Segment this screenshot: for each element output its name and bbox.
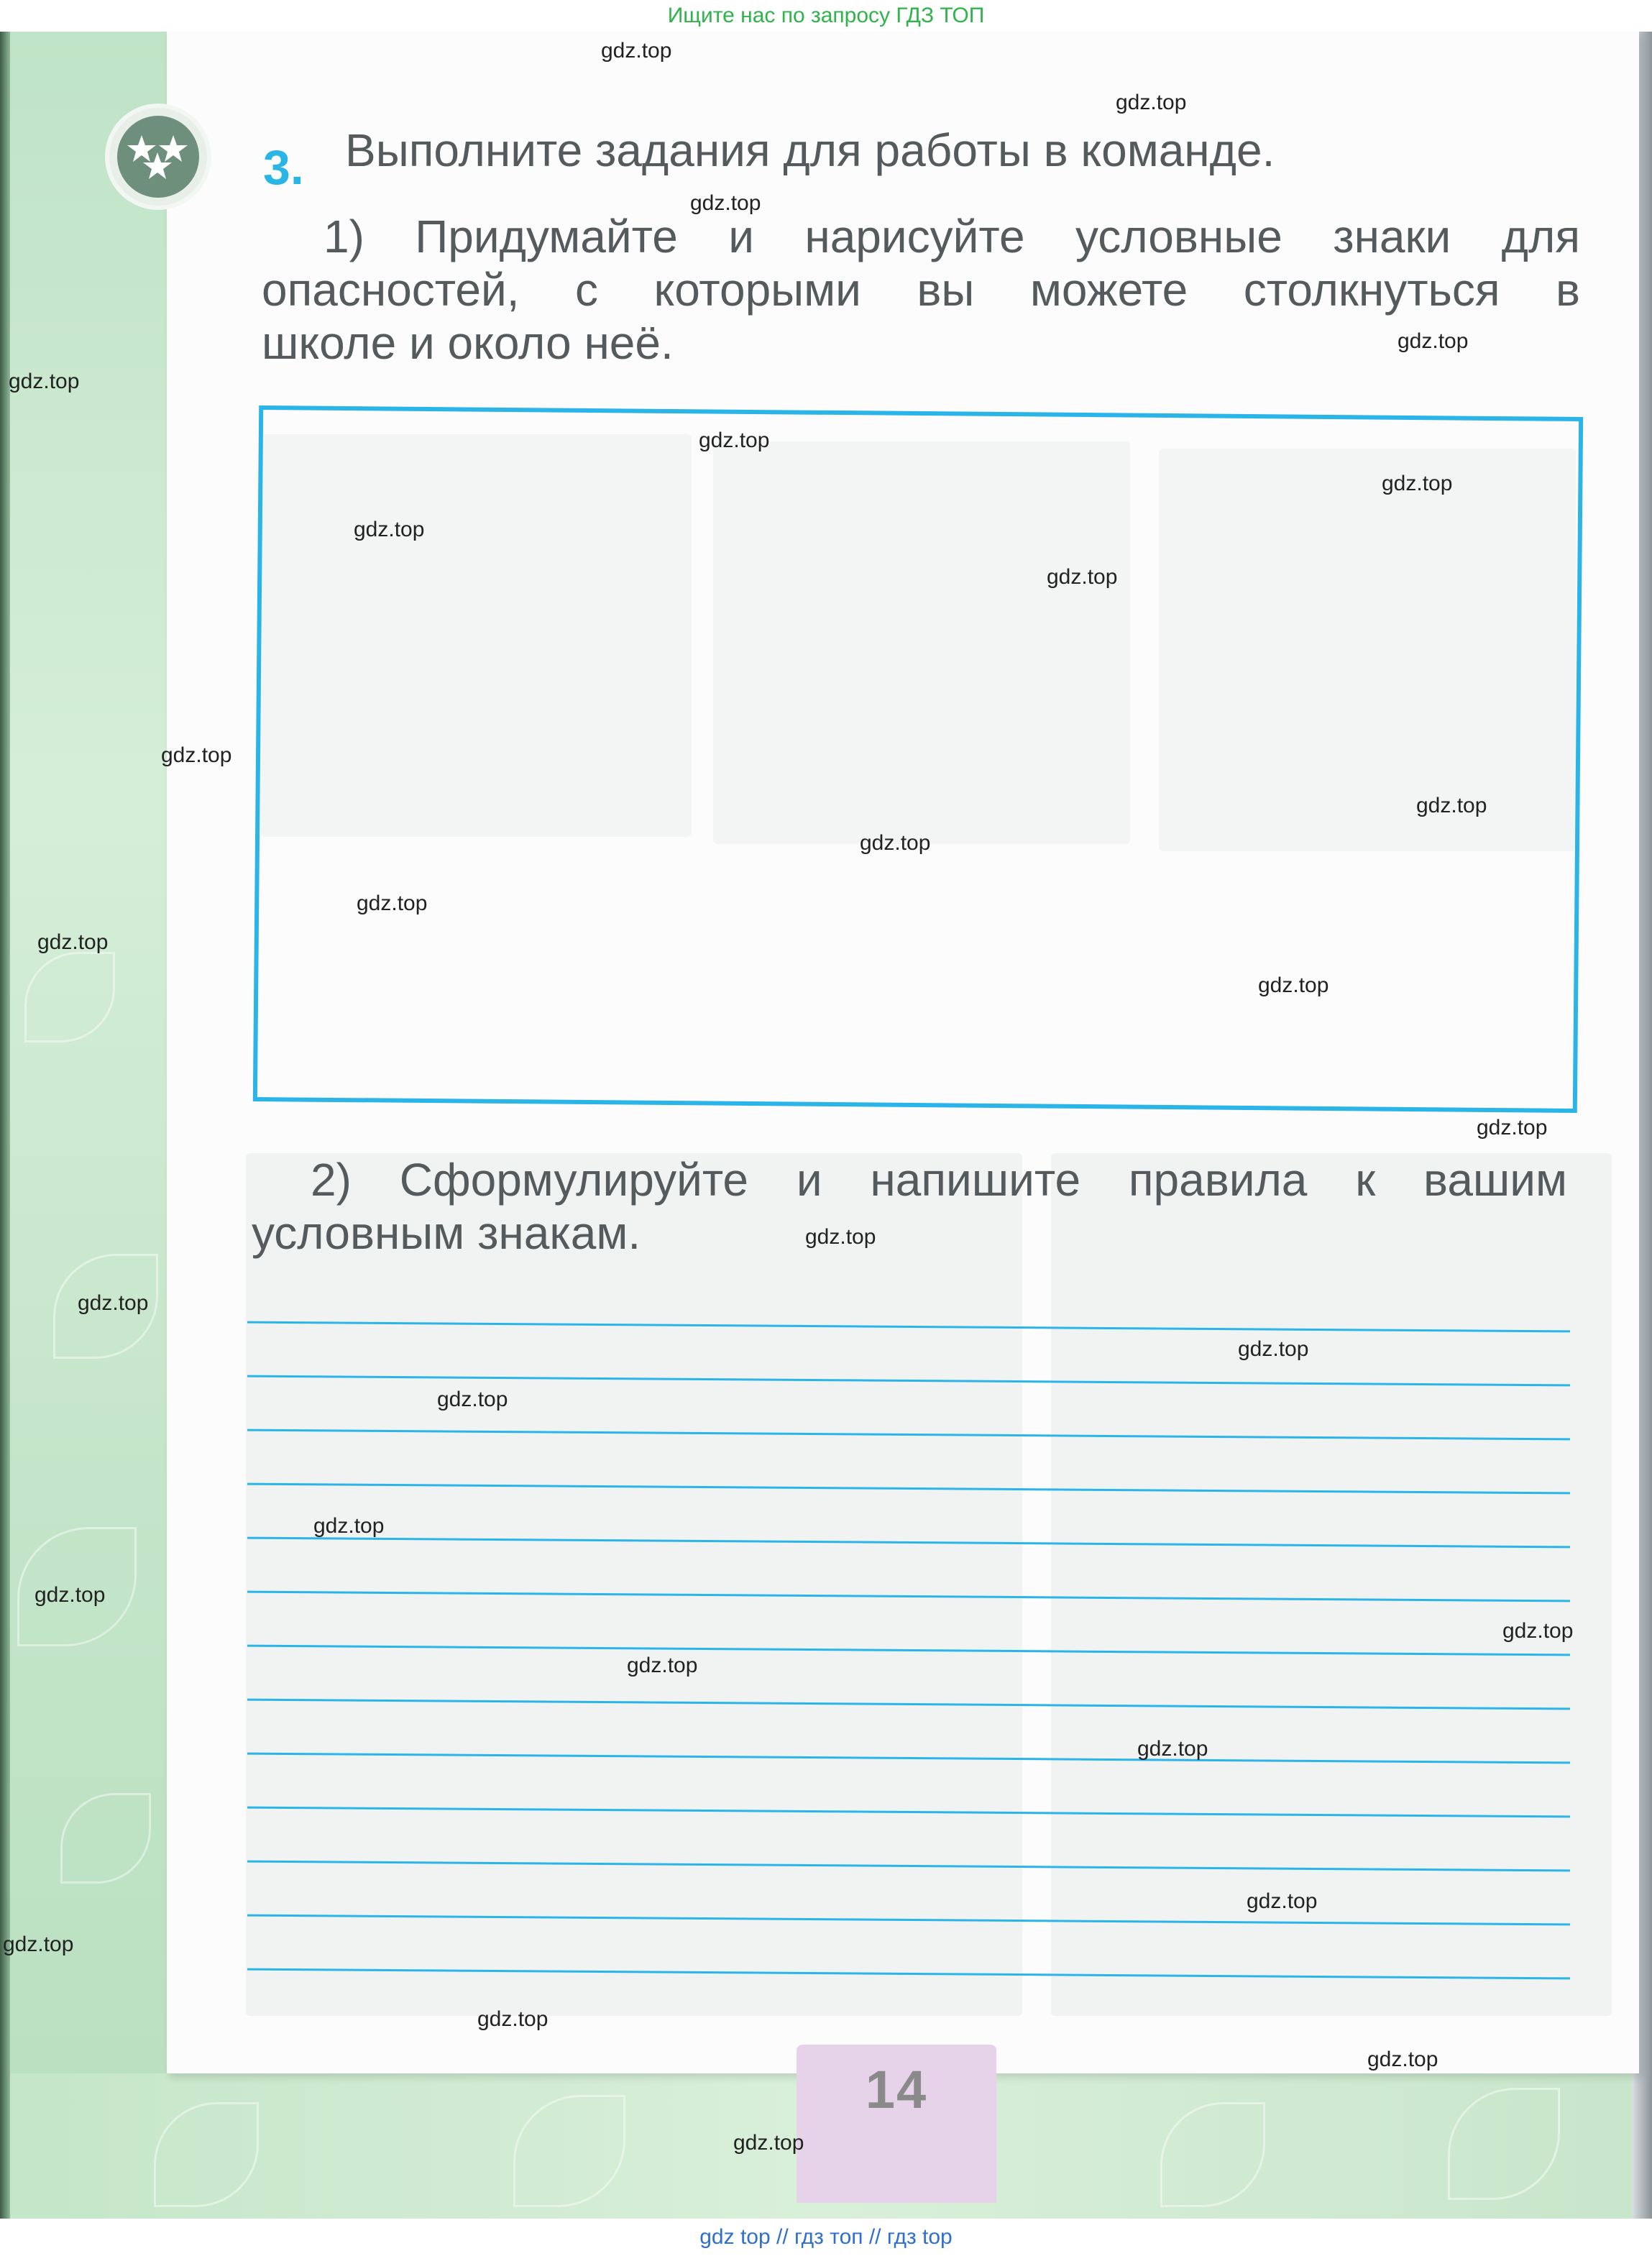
task-part2-line: 2) Сформулируйте и напишите правила к вашим xyxy=(311,1154,1567,1206)
task-title: Выполните задания для работы в команде. xyxy=(345,124,1275,176)
watermark-text: gdz.top xyxy=(601,39,672,63)
writing-line[interactable] xyxy=(247,1375,1570,1387)
writing-line[interactable] xyxy=(247,1645,1570,1656)
task-part1-line: 1) Придумайте и нарисуйте условные знаки для xyxy=(323,211,1580,262)
stars-badge-icon xyxy=(109,108,207,206)
watermark-text: gdz.top xyxy=(37,930,109,954)
writing-line[interactable] xyxy=(247,1699,1570,1710)
watermark-text: gdz.top xyxy=(805,1225,876,1249)
writing-line[interactable] xyxy=(247,1861,1570,1872)
task-part1 xyxy=(262,210,1580,370)
watermark-text: gdz.top xyxy=(35,1583,106,1607)
writing-line[interactable] xyxy=(247,1807,1570,1818)
left-margin-decoration xyxy=(10,32,168,2219)
watermark-text: gdz.top xyxy=(1247,1889,1318,1913)
watermark-text: gdz.top xyxy=(1238,1337,1309,1361)
watermark-text: gdz.top xyxy=(477,2007,549,2031)
task-part2 xyxy=(252,1153,1567,1260)
writing-line[interactable] xyxy=(247,1429,1570,1441)
writing-line[interactable] xyxy=(247,1968,1570,1980)
writing-line[interactable] xyxy=(247,1915,1570,1926)
writing-line[interactable] xyxy=(247,1537,1570,1549)
watermark-text: gdz.top xyxy=(860,831,931,855)
watermark-text: gdz.top xyxy=(1047,565,1118,589)
drawing-area[interactable] xyxy=(253,405,1583,1113)
watermark-text: gdz.top xyxy=(1367,2048,1438,2071)
watermark-text: gdz.top xyxy=(690,191,761,215)
watermark-text: gdz.top xyxy=(1137,1737,1208,1761)
writing-lines[interactable] xyxy=(247,1326,1570,2027)
task-part2-line: условным знакам. xyxy=(252,1207,641,1259)
watermark-text: gdz.top xyxy=(313,1514,385,1538)
watermark-text: gdz.top xyxy=(1398,329,1469,353)
watermark-text: gdz.top xyxy=(357,891,428,915)
task-part1-line: школе и около неё. xyxy=(262,317,674,369)
watermark-text: gdz.top xyxy=(78,1291,149,1315)
watermark-text: gdz.top xyxy=(1116,91,1187,114)
writing-line[interactable] xyxy=(247,1753,1570,1764)
writing-line[interactable] xyxy=(247,1591,1570,1602)
watermark-text: gdz.top xyxy=(437,1388,508,1411)
watermark-text: gdz.top xyxy=(1477,1116,1548,1140)
watermark-text: gdz.top xyxy=(1502,1619,1574,1643)
watermark-text: gdz.top xyxy=(1416,794,1487,817)
watermark-text: gdz.top xyxy=(161,743,232,767)
watermark-text: gdz.top xyxy=(3,1932,74,1956)
page-number-tab xyxy=(797,2045,996,2203)
top-banner[interactable]: Ищите нас по запросу ГДЗ ТОП xyxy=(0,0,1652,32)
page-number: 14 xyxy=(865,2060,928,2119)
watermark-text: gdz.top xyxy=(354,518,425,541)
scanned-page xyxy=(0,32,1652,2219)
bottom-banner[interactable]: gdz top // гдз топ // гдз top xyxy=(0,2219,1652,2256)
book-spine xyxy=(0,32,10,2219)
writing-line[interactable] xyxy=(247,1483,1570,1495)
task-number: 3. xyxy=(263,140,304,195)
watermark-text: gdz.top xyxy=(1258,973,1329,997)
watermark-text: gdz.top xyxy=(1382,472,1453,495)
watermark-text: gdz.top xyxy=(9,370,80,393)
watermark-text: gdz.top xyxy=(733,2131,804,2155)
watermark-text: gdz.top xyxy=(699,428,770,452)
watermark-text: gdz.top xyxy=(627,1654,698,1677)
task-part1-line: опасностей, с которыми вы можете столкнуться в xyxy=(262,264,1580,316)
